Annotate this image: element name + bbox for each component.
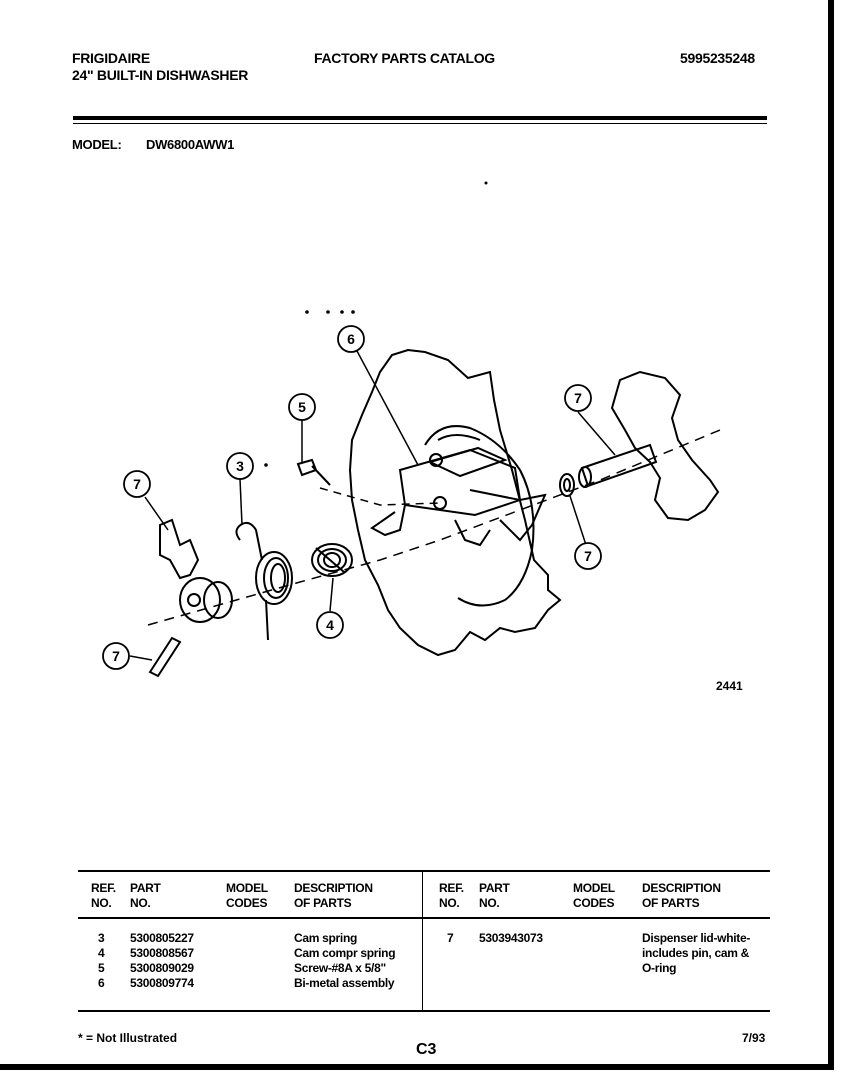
callout-7-cam: 7 [133, 476, 141, 492]
footnote: * = Not Illustrated [78, 1031, 178, 1045]
figure-number: 2441 [716, 679, 743, 693]
callout-4: 4 [326, 617, 334, 633]
header-ref-no-right: REF. NO. [439, 881, 464, 910]
callout-6: 6 [347, 331, 355, 347]
model-label: MODEL: [72, 137, 122, 152]
callout-7-oring: 7 [584, 548, 592, 564]
callout-5: 5 [298, 399, 306, 415]
header-description-right: DESCRIPTION OF PARTS [642, 881, 721, 910]
callout-7-lid: 7 [574, 390, 582, 406]
table-row-part: 5300809029 [130, 961, 194, 975]
callout-7-pin: 7 [112, 648, 120, 664]
page-number: C3 [416, 1041, 437, 1058]
table-row-desc: Cam compr spring [294, 946, 396, 960]
table-row-part: 5300809774 [130, 976, 194, 990]
lid-pin [582, 445, 656, 486]
table-row-desc: Bi-metal assembly [294, 976, 395, 990]
product-name: 24" BUILT-IN DISHWASHER [72, 67, 249, 83]
brand-name: FRIGIDAIRE [72, 50, 150, 66]
right-ref-column [447, 931, 453, 946]
model-value: DW6800AWW1 [146, 137, 235, 152]
catalog-title: FACTORY PARTS CATALOG [314, 50, 495, 66]
exploded-parts-diagram [0, 150, 834, 710]
table-row-desc: Screw-#8A x 5/8" [294, 961, 386, 975]
header-rule-thick [73, 116, 767, 120]
table-row-part: 5303943073 [479, 931, 543, 945]
parts-table-header-rule [78, 917, 770, 919]
header-rule-thin [73, 123, 767, 124]
table-row-ref: 4 [98, 946, 105, 960]
parts-table-divider [422, 872, 423, 1010]
table-row-desc-line: includes pin, cam & [642, 946, 749, 960]
table-row-desc: Cam spring [294, 931, 358, 945]
revision-date: 7/93 [742, 1031, 766, 1045]
table-row-ref: 7 [447, 931, 454, 945]
left-part-column [130, 931, 194, 991]
header-description: DESCRIPTION OF PARTS [294, 881, 373, 910]
callout-3: 3 [236, 458, 244, 474]
cam-spring [236, 523, 262, 560]
table-row-part: 5300805227 [130, 931, 194, 945]
table-row-desc-line: O-ring [642, 961, 677, 975]
header-ref-no: REF. NO. [91, 881, 116, 910]
catalog-number: 5995235248 [680, 50, 755, 66]
dispenser-lid [612, 372, 718, 520]
table-row-part: 5300808567 [130, 946, 194, 960]
cam-pin [150, 638, 180, 676]
header-part-no: PART NO. [130, 881, 161, 910]
table-row-ref: 6 [98, 976, 105, 990]
left-desc-column [294, 931, 395, 991]
table-row-ref: 3 [98, 931, 105, 945]
header-model-codes-right: MODEL CODES [573, 881, 615, 910]
cam [160, 520, 198, 578]
table-row-desc-line: Dispenser lid-white- [642, 931, 751, 945]
o-ring [560, 474, 574, 496]
table-row-ref: 5 [98, 961, 105, 975]
right-part-column [479, 931, 543, 946]
header-part-no-right: PART NO. [479, 881, 510, 910]
right-desc-column [642, 931, 750, 976]
header-model-codes: MODEL CODES [226, 881, 268, 910]
left-ref-column [98, 931, 104, 991]
